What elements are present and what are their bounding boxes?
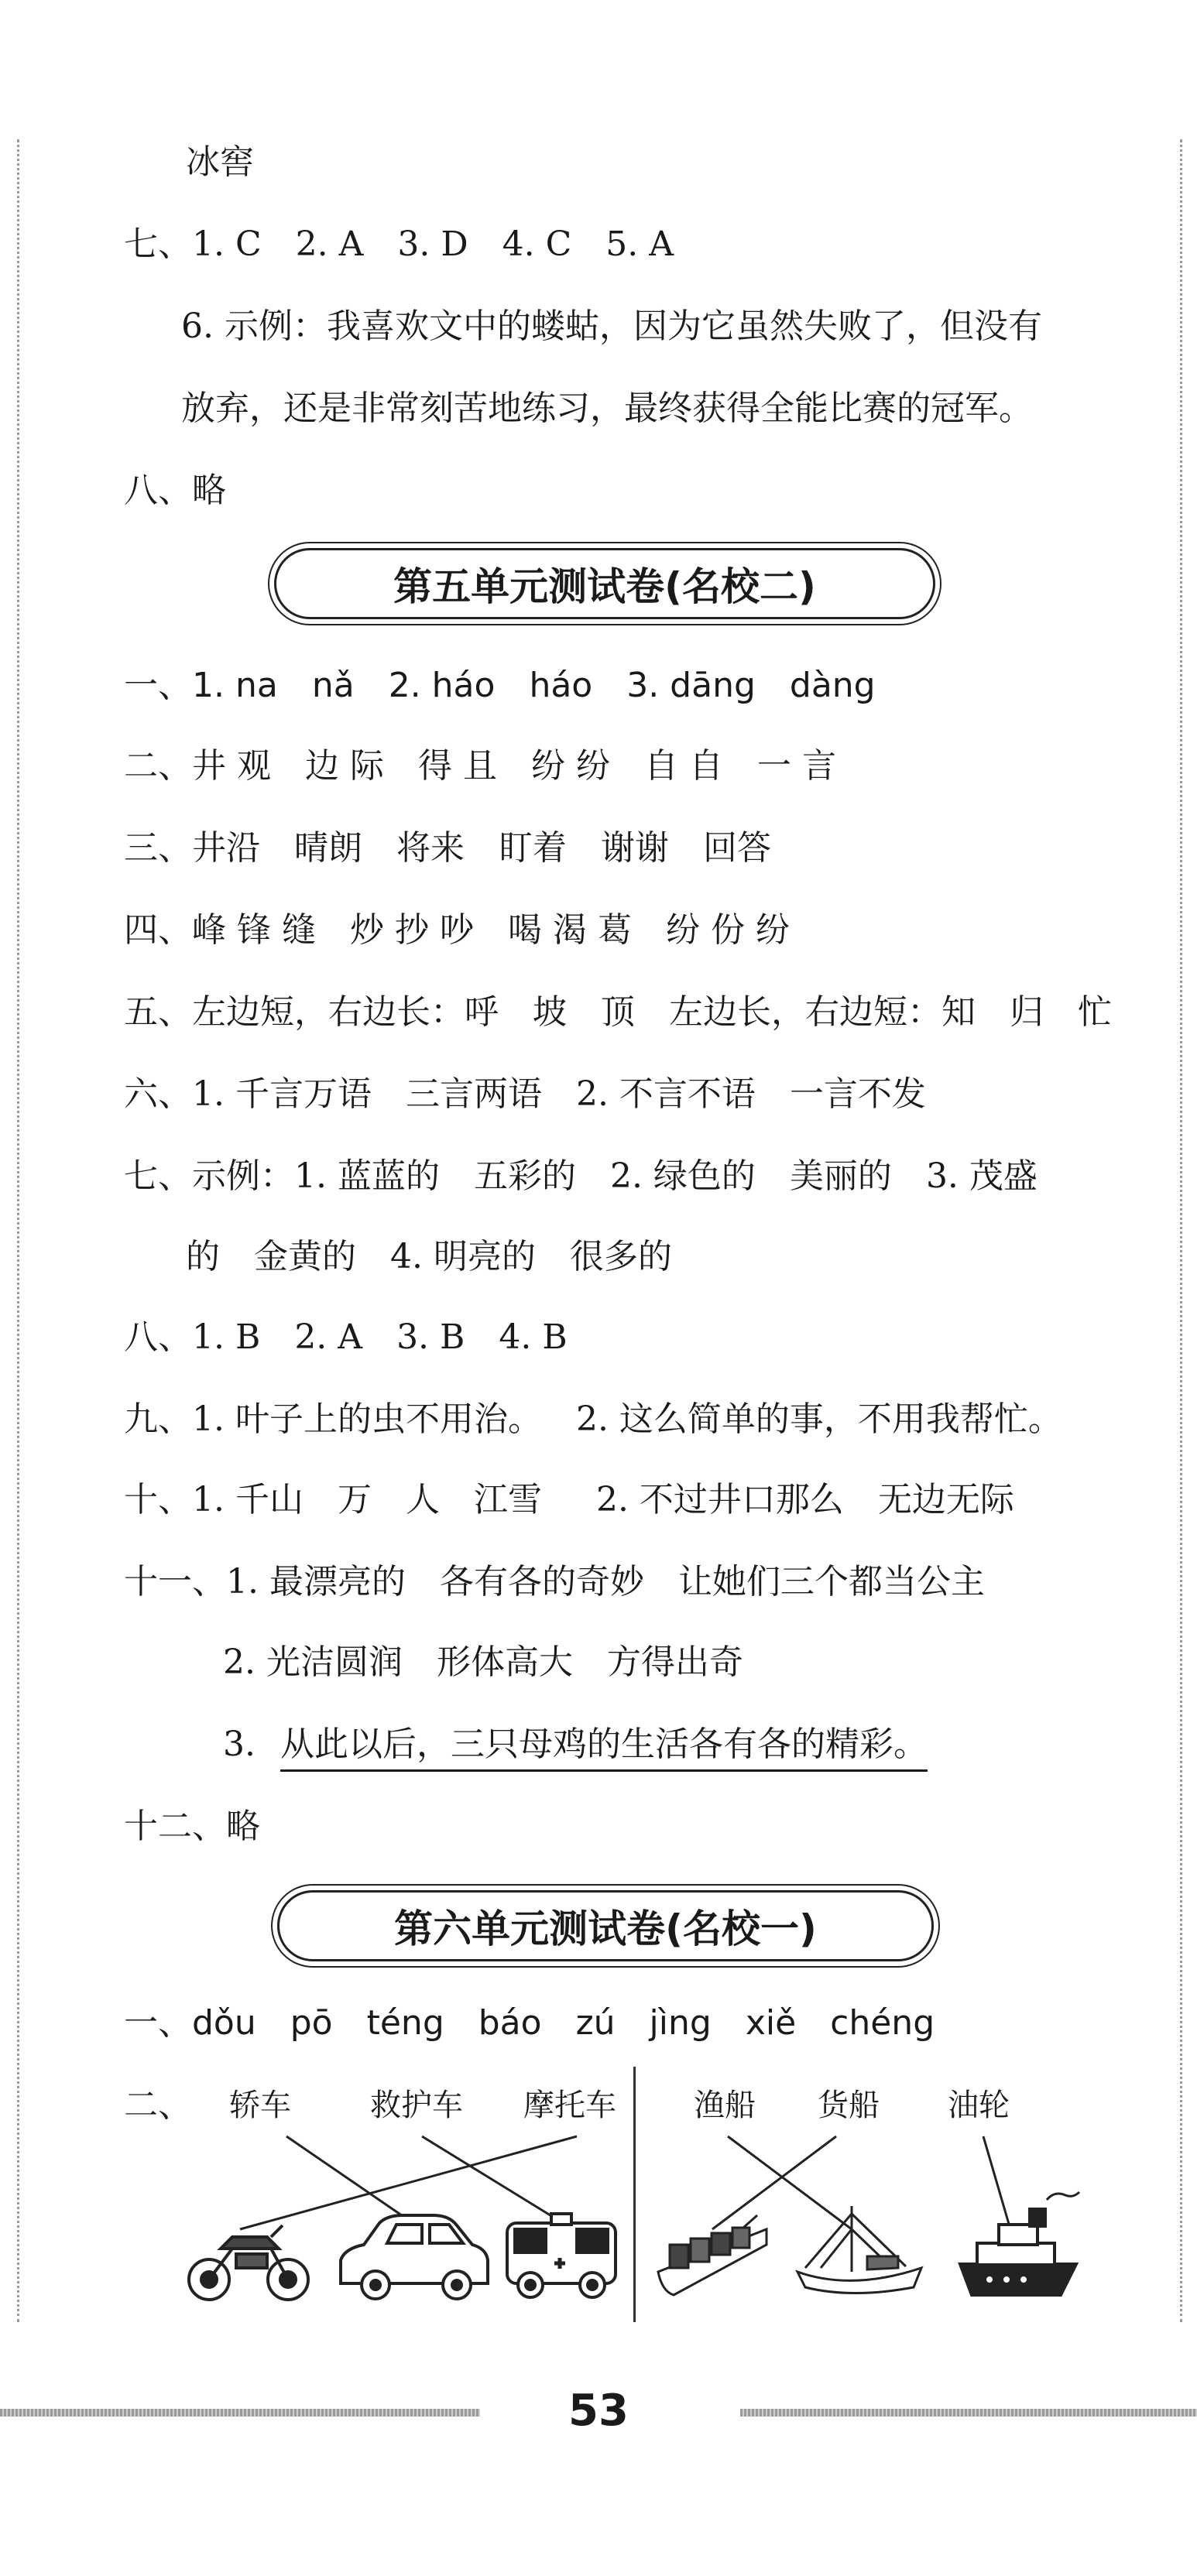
ship-label-fishing-boat: 渔船 xyxy=(694,2088,756,2123)
section-banner: 第五单元测试卷(名校二) xyxy=(274,548,935,619)
answer-line-6: 六、1. 千言万语 三言两语 2. 不言不语 一言不发 xyxy=(124,1074,926,1114)
answer-line-11: 十一、1. 最漂亮的 各有各的奇妙 让她们三个都当公主 xyxy=(124,1562,985,1601)
match-line-fishing-boat xyxy=(728,2136,852,2229)
section-banner: 第六单元测试卷(名校一) xyxy=(277,1890,934,1961)
match-line-cargo-ship xyxy=(712,2136,836,2229)
underlined-sentence: 从此以后，三只母鸡的生活各有各的精彩。 xyxy=(280,1721,928,1772)
answer-line-3: 三、井沿 晴朗 将来 盯着 谢谢 回答 xyxy=(124,828,771,868)
answer-line-11-2: 2. 光洁圆润 形体高大 方得出奇 xyxy=(223,1643,743,1682)
answer-line-8: 八、1. B 2. A 3. B 4. B xyxy=(124,1317,568,1357)
text-line: 6. 示例：我喜欢文中的蝼蛄，因为它虽然失败了，但没有 xyxy=(181,307,1042,346)
ship-label-oil-tanker: 油轮 xyxy=(948,2088,1010,2123)
answer-line-8: 八、略 xyxy=(124,471,226,510)
vehicle-label-motorcycle: 摩托车 xyxy=(523,2088,616,2123)
oil-tanker-icon xyxy=(960,2192,1079,2295)
answer-line-7: 七、1. C 2. A 3. D 4. C 5. A xyxy=(124,224,674,264)
page-number: 53 xyxy=(568,2386,629,2436)
answer-line-10: 十、1. 千山 万 人 江雪 2. 不过井口那么 无边无际 xyxy=(124,1480,1014,1519)
text-line: 放弃，还是非常刻苦地练习，最终获得全能比赛的冠军。 xyxy=(181,389,1033,428)
answer-line-1: 一、1. na nǎ 2. háo háo 3. dāng dàng xyxy=(124,666,876,705)
answer-line-12: 十二、略 xyxy=(124,1807,260,1846)
answer-line-1: 一、dǒu pō téng báo zú jìng xiě chéng xyxy=(124,2003,935,2043)
fishing-boat-icon xyxy=(797,2206,921,2293)
footer-rule-left xyxy=(0,2409,480,2417)
answer-line-7: 七、示例：1. 蓝蓝的 五彩的 2. 绿色的 美丽的 3. 茂盛 xyxy=(124,1156,1038,1196)
answer-line-5: 五、左边短，右边长：呼 坡 顶 左边长，右边短：知 归 忙 xyxy=(124,992,1112,1032)
answer-line-4: 四、峰 锋 缝 炒 抄 吵 喝 渴 葛 纷 份 纷 xyxy=(124,910,790,950)
match-line-oil-tanker xyxy=(983,2136,1010,2229)
footer-rule-right xyxy=(740,2409,1197,2417)
vehicle-label-sedan: 轿车 xyxy=(229,2088,291,2123)
answer-line-2: 二、井 观 边 际 得 且 纷 纷 自 自 一 言 xyxy=(124,746,836,786)
answer-line-2-label: 二、 xyxy=(124,2085,192,2125)
answer-line-9: 九、1. 叶子上的虫不用治。 2. 这么简单的事，不用我帮忙。 xyxy=(124,1399,1062,1439)
answer-line-7-cont: 的 金黄的 4. 明亮的 很多的 xyxy=(186,1237,672,1276)
vehicle-label-ambulance: 救护车 xyxy=(370,2088,463,2123)
answer-line-11-3: 3. 从此以后，三只母鸡的生活各有各的精彩。 xyxy=(223,1721,928,1772)
cargo-ship-icon xyxy=(658,2215,767,2295)
ambulance-icon xyxy=(507,2214,616,2297)
car-icon xyxy=(341,2215,488,2299)
ship-label-cargo-ship: 货船 xyxy=(818,2088,880,2123)
text-line: 冰窖 xyxy=(186,142,254,182)
motorcycle-icon xyxy=(189,2225,308,2300)
matching-lines xyxy=(240,2136,1010,2229)
